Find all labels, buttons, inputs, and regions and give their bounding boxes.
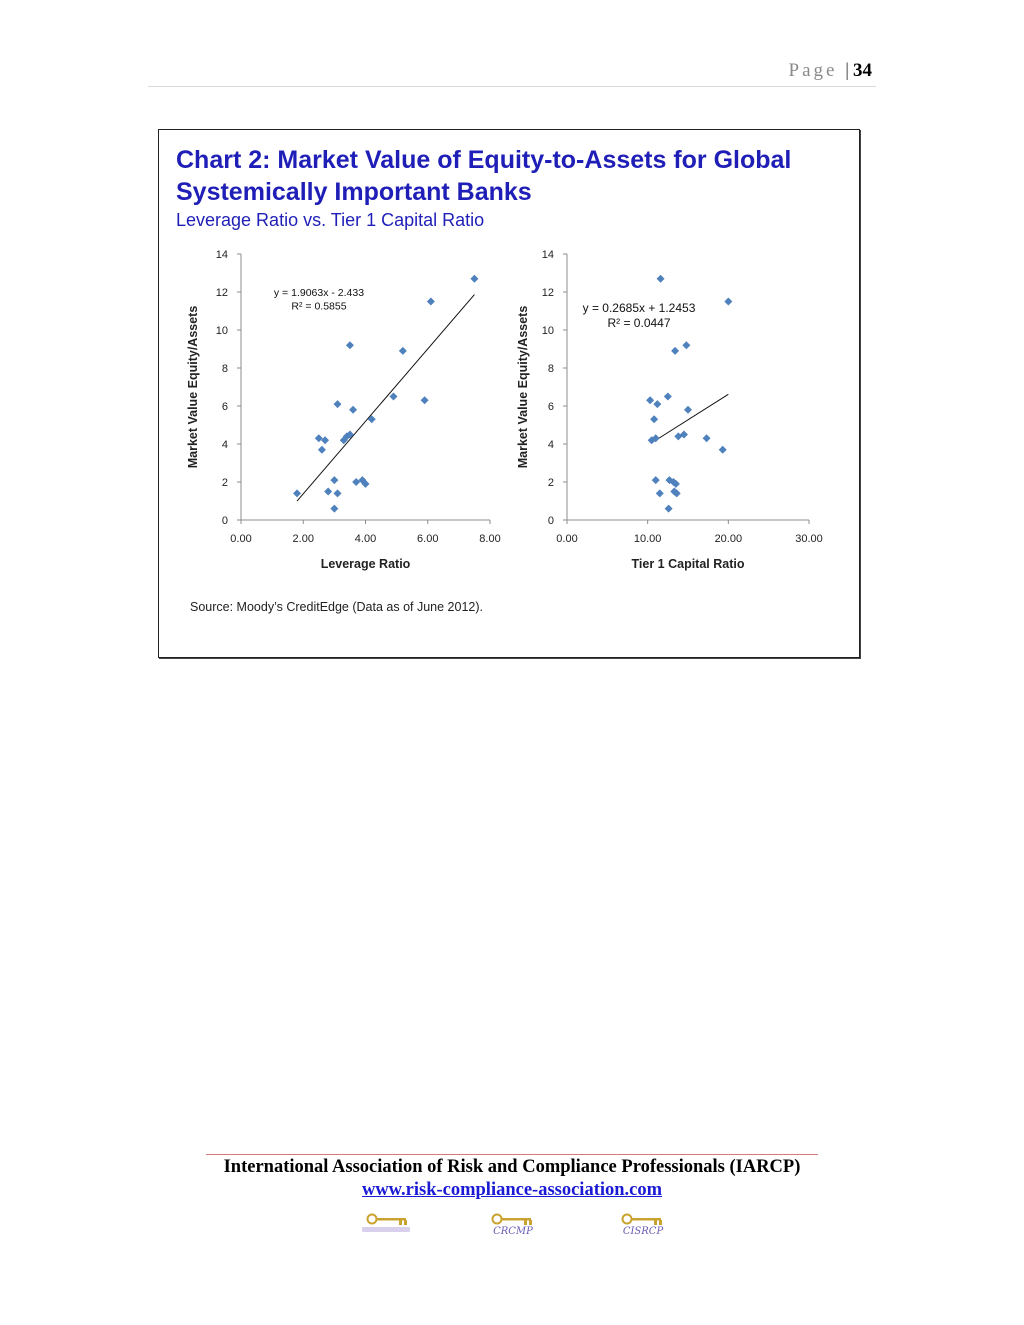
tier1-y-tick-label: 4: [547, 439, 554, 451]
tier1-data-point: [682, 341, 690, 349]
page-header: [148, 58, 876, 87]
leverage-data-point: [368, 415, 376, 423]
tier1-trend-r-squared: R² = 0.0447: [607, 316, 671, 330]
leverage-y-tick-label: 4: [221, 439, 228, 451]
tier1-trend-equation: y = 0.2685x + 1.2453: [582, 301, 696, 315]
tier1-data-point: [646, 396, 654, 404]
page-label: Page: [788, 60, 838, 81]
tier1-trendline: [653, 394, 728, 441]
tier1-x-tick-label: 0.00: [556, 533, 578, 545]
tier1-data-point: [650, 415, 658, 423]
leverage-y-tick-label: 12: [215, 287, 228, 299]
tier1-y-tick-label: 2: [547, 477, 554, 489]
leverage-data-point: [390, 393, 398, 401]
footer-divider: [206, 1154, 818, 1155]
iarcp-logo: [362, 1212, 422, 1238]
tier1-y-tick-label: 6: [547, 401, 554, 413]
leverage-trend-equation: y = 1.9063x - 2.433: [273, 287, 365, 299]
logo-caption-bar: [362, 1227, 410, 1232]
footer-organization: International Association of Risk and Compliance Professionals (IARCP): [223, 1157, 801, 1177]
tier1-y-tick-label: 10: [541, 325, 554, 337]
leverage-y-tick-label: 2: [221, 477, 228, 489]
cisrcp-logo: [617, 1212, 677, 1238]
leverage-x-tick-label: 6.00: [417, 533, 439, 545]
chart-subtitle: Leverage Ratio vs. Tier 1 Capital Ratio: [176, 210, 485, 230]
tier1-data-point: [684, 406, 692, 414]
key-icon: [366, 1212, 410, 1226]
leverage-y-tick-label: 10: [215, 325, 228, 337]
page-separator: |: [845, 60, 849, 81]
tier1-data-point: [657, 275, 665, 283]
leverage-data-point: [315, 434, 323, 442]
tier1-y-axis-label: Market Value Equity/Assets: [516, 305, 530, 469]
tier1-scatter-plot: [489, 130, 859, 590]
leverage-data-point: [330, 505, 338, 513]
leverage-x-axis-label: Leverage Ratio: [320, 557, 411, 571]
leverage-y-tick-label: 14: [215, 249, 228, 261]
leverage-data-point: [427, 298, 435, 306]
tier1-data-point: [664, 393, 672, 401]
leverage-data-point: [421, 396, 429, 404]
leverage-y-tick-label: 0: [221, 515, 228, 527]
tier1-y-tick-label: 8: [547, 363, 554, 375]
leverage-trend-r-squared: R² = 0.5855: [291, 300, 347, 313]
tier1-y-tick-label: 12: [541, 287, 554, 299]
footer-website-link[interactable]: www.risk-compliance-association.com: [361, 1180, 663, 1200]
leverage-y-tick-label: 6: [221, 401, 228, 413]
leverage-x-tick-label: 4.00: [354, 533, 377, 545]
leverage-data-point: [293, 489, 301, 497]
tier1-x-tick-label: 10.00: [633, 533, 662, 545]
tier1-y-tick-label: 0: [547, 515, 554, 527]
leverage-data-point: [346, 341, 354, 349]
chart-source-note: Source: Moody’s CreditEdge (Data as of June 2012).: [190, 600, 483, 614]
page-number-label: [789, 60, 873, 82]
chart-title: Chart 2: Market Value of Equity-to-Assets for Global Systemically Important Banks: [176, 146, 792, 206]
tier1-data-point: [652, 476, 660, 484]
key-icon: [621, 1212, 665, 1226]
leverage-data-point: [470, 275, 478, 283]
tier1-x-tick-label: 30.00: [795, 533, 823, 545]
page-number: 34: [853, 60, 872, 81]
leverage-data-point: [333, 489, 341, 497]
tier1-data-point: [703, 434, 711, 442]
leverage-data-point: [318, 446, 326, 454]
tier1-x-tick-label: 20.00: [714, 533, 743, 545]
chart-figure: [158, 129, 860, 658]
tier1-data-point: [671, 347, 679, 355]
crcmp-caption: CRCMP: [493, 1226, 533, 1237]
tier1-data-point: [653, 400, 661, 408]
leverage-x-tick-label: 8.00: [479, 533, 501, 545]
leverage-data-point: [324, 488, 332, 496]
tier1-data-point: [665, 505, 673, 513]
leverage-data-point: [349, 406, 357, 414]
leverage-scatter-plot: [159, 130, 509, 590]
tier1-data-point: [656, 489, 664, 497]
tier1-y-tick-label: 14: [541, 249, 554, 261]
leverage-trendline: [297, 295, 474, 501]
leverage-y-axis-label: Market Value Equity/Assets: [186, 305, 200, 469]
leverage-x-tick-label: 2.00: [292, 533, 314, 545]
leverage-data-point: [399, 347, 407, 355]
tier1-data-point: [719, 446, 727, 454]
leverage-data-point: [333, 400, 341, 408]
key-icon: [491, 1212, 535, 1226]
leverage-x-tick-label: 0.00: [230, 533, 252, 545]
leverage-data-point: [330, 476, 338, 484]
crcmp-logo: [487, 1212, 547, 1238]
tier1-x-axis-label: Tier 1 Capital Ratio: [631, 557, 745, 571]
leverage-y-tick-label: 8: [221, 363, 228, 375]
tier1-data-point: [724, 298, 732, 306]
leverage-data-point: [352, 478, 360, 486]
leverage-data-point: [321, 436, 329, 444]
cisrcp-caption: CISRCP: [622, 1226, 664, 1237]
